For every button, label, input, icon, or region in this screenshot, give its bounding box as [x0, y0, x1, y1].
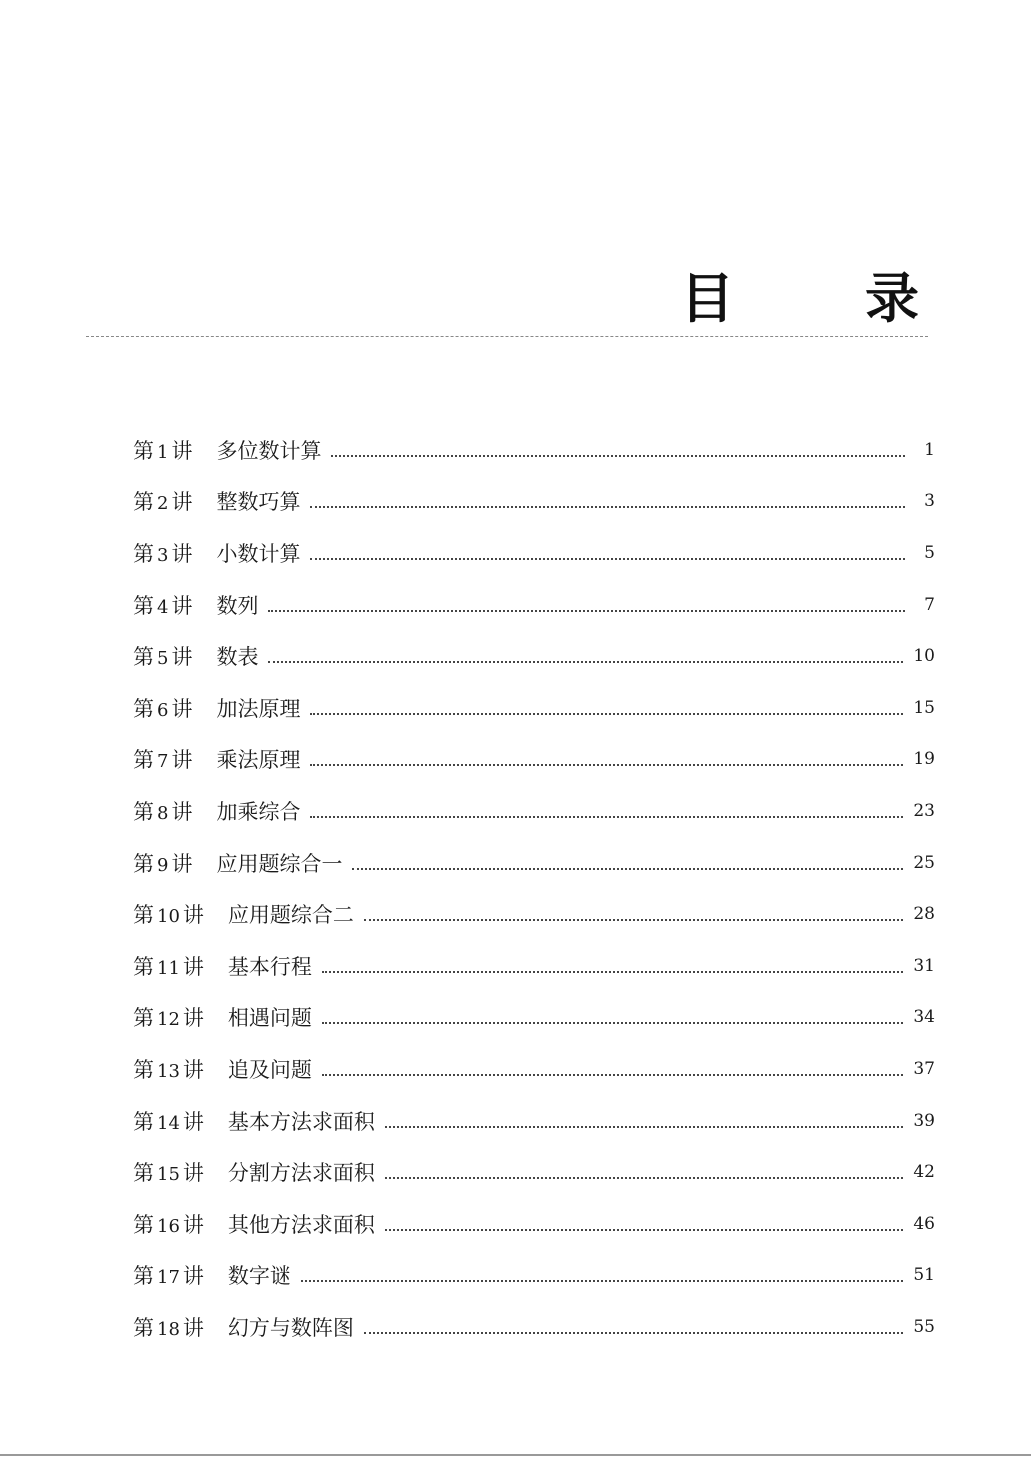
lecture-suffix: 讲: [182, 1161, 204, 1186]
page-number: 23: [913, 800, 935, 821]
lecture-number: 2: [157, 493, 169, 515]
dot-leader: [322, 1022, 903, 1024]
lecture-label: [133, 435, 192, 465]
lecture-label: [133, 1106, 204, 1136]
page-bottom-edge: [0, 1454, 1031, 1456]
lecture-prefix: 第: [133, 541, 154, 566]
page-number: 1: [924, 439, 935, 460]
toc-entry[interactable]: [133, 527, 935, 579]
lecture-suffix: 讲: [182, 1264, 204, 1289]
lecture-number: 3: [157, 544, 169, 566]
lecture-number: 8: [157, 802, 169, 824]
toc-entry[interactable]: [133, 1301, 935, 1353]
toc-entry[interactable]: [133, 476, 935, 528]
lecture-prefix: 第: [133, 1109, 154, 1134]
lecture-label: [133, 641, 192, 671]
lecture-suffix: 讲: [171, 541, 193, 566]
lecture-prefix: 第: [133, 851, 154, 876]
dot-leader: [364, 919, 903, 921]
lecture-topic: 应用题综合二: [227, 903, 354, 928]
page-title: 目 录: [680, 267, 975, 330]
lecture-prefix: 第: [133, 645, 154, 670]
lecture-prefix: 第: [133, 954, 154, 979]
lecture-suffix: 讲: [182, 954, 204, 979]
lecture-suffix: 讲: [171, 438, 193, 463]
toc-entry[interactable]: [133, 630, 935, 682]
page-number: 15: [913, 697, 935, 718]
lecture-prefix: 第: [133, 748, 154, 773]
toc-entry[interactable]: [133, 1043, 935, 1095]
lecture-suffix: 讲: [182, 903, 204, 928]
page-number: 37: [913, 1058, 935, 1079]
lecture-number: 9: [157, 854, 169, 876]
page-number: 55: [913, 1316, 935, 1337]
page-number: 39: [913, 1110, 935, 1131]
lecture-topic: 分割方法求面积: [227, 1161, 375, 1186]
lecture-label: [133, 848, 192, 878]
lecture-number: 12: [157, 1009, 180, 1031]
lecture-label: [133, 1054, 204, 1084]
lecture-prefix: 第: [133, 1057, 154, 1082]
lecture-topic: 整数巧算: [216, 490, 301, 515]
page-number: 46: [913, 1213, 935, 1234]
page-number: 34: [913, 1007, 935, 1028]
lecture-suffix: 讲: [171, 851, 193, 876]
lecture-prefix: 第: [133, 696, 154, 721]
toc-entry[interactable]: [133, 1095, 935, 1147]
page-number: 42: [913, 1162, 935, 1183]
lecture-prefix: 第: [133, 1161, 154, 1186]
lecture-label: [133, 899, 204, 929]
lecture-prefix: 第: [133, 1006, 154, 1031]
lecture-suffix: 讲: [182, 1109, 204, 1134]
lecture-prefix: 第: [133, 593, 154, 618]
lecture-topic: 应用题综合一: [216, 851, 343, 876]
lecture-number: 4: [157, 596, 169, 618]
lecture-topic: 其他方法求面积: [227, 1212, 375, 1237]
lecture-label: [133, 486, 192, 516]
toc-entry[interactable]: [133, 1250, 935, 1302]
page-number: 3: [924, 491, 935, 512]
lecture-suffix: 讲: [182, 1212, 204, 1237]
lecture-label: [133, 693, 192, 723]
lecture-number: 6: [157, 699, 169, 721]
dot-leader: [385, 1229, 903, 1231]
lecture-number: 10: [157, 906, 180, 928]
dot-leader: [385, 1126, 903, 1128]
lecture-topic: 乘法原理: [216, 748, 301, 773]
lecture-topic: 幻方与数阵图: [227, 1315, 354, 1340]
toc-entry[interactable]: [133, 424, 935, 476]
page-number: 7: [924, 594, 935, 615]
page-number: 31: [913, 955, 935, 976]
dot-leader: [352, 868, 903, 870]
toc-entry[interactable]: [133, 888, 935, 940]
lecture-topic: 相遇问题: [227, 1006, 312, 1031]
lecture-topic: 基本方法求面积: [227, 1109, 375, 1134]
toc-entry[interactable]: [133, 785, 935, 837]
lecture-topic: 加法原理: [216, 696, 301, 721]
lecture-label: [133, 538, 192, 568]
title-divider: [86, 336, 928, 337]
dot-leader: [364, 1332, 903, 1334]
lecture-topic: 多位数计算: [216, 438, 322, 463]
page-number: 19: [913, 749, 935, 770]
dot-leader: [301, 1280, 903, 1282]
lecture-suffix: 讲: [171, 748, 193, 773]
toc-entry[interactable]: [133, 1146, 935, 1198]
lecture-prefix: 第: [133, 903, 154, 928]
lecture-number: 14: [157, 1112, 180, 1134]
lecture-label: [133, 951, 204, 981]
dot-leader: [331, 455, 905, 457]
lecture-number: 18: [157, 1318, 180, 1340]
page-number: 5: [924, 542, 935, 563]
lecture-number: 1: [157, 441, 169, 463]
dot-leader: [310, 506, 905, 508]
lecture-suffix: 讲: [182, 1057, 204, 1082]
dot-leader: [310, 764, 903, 766]
lecture-topic: 数字谜: [227, 1264, 291, 1289]
lecture-prefix: 第: [133, 1315, 154, 1340]
lecture-suffix: 讲: [171, 645, 193, 670]
lecture-suffix: 讲: [171, 799, 193, 824]
lecture-label: [133, 744, 192, 774]
toc-entry[interactable]: [133, 682, 935, 734]
lecture-topic: 数列: [216, 593, 259, 618]
toc-entry[interactable]: [133, 734, 935, 786]
lecture-topic: 基本行程: [227, 954, 312, 979]
lecture-label: [133, 796, 192, 826]
lecture-label: [133, 1312, 204, 1342]
lecture-topic: 数表: [216, 645, 259, 670]
toc-entry[interactable]: [133, 837, 935, 889]
dot-leader: [322, 1074, 903, 1076]
lecture-suffix: 讲: [171, 490, 193, 515]
lecture-number: 13: [157, 1060, 180, 1082]
lecture-prefix: 第: [133, 1264, 154, 1289]
page-number: 28: [913, 904, 935, 925]
toc-entry[interactable]: [133, 1198, 935, 1250]
dot-leader: [268, 610, 905, 612]
page-number: 25: [913, 852, 935, 873]
lecture-topic: 小数计算: [216, 541, 301, 566]
lecture-suffix: 讲: [182, 1315, 204, 1340]
dot-leader: [322, 971, 903, 973]
toc-entry[interactable]: [133, 940, 935, 992]
lecture-prefix: 第: [133, 438, 154, 463]
page-number: 10: [913, 646, 935, 667]
lecture-number: 7: [157, 751, 169, 773]
lecture-label: [133, 590, 192, 620]
lecture-number: 11: [157, 957, 180, 979]
lecture-topic: 追及问题: [227, 1057, 312, 1082]
dot-leader: [310, 816, 903, 818]
lecture-number: 15: [157, 1164, 180, 1186]
table-of-contents: [133, 424, 935, 1353]
lecture-number: 16: [157, 1215, 180, 1237]
dot-leader: [268, 661, 903, 663]
toc-entry[interactable]: [133, 992, 935, 1044]
lecture-number: 5: [157, 648, 169, 670]
lecture-number: 17: [157, 1267, 180, 1289]
lecture-label: [133, 1209, 204, 1239]
lecture-label: [133, 1002, 204, 1032]
toc-entry[interactable]: [133, 579, 935, 631]
page-number: 51: [913, 1265, 935, 1286]
dot-leader: [310, 558, 905, 560]
lecture-label: [133, 1157, 204, 1187]
dot-leader: [385, 1177, 903, 1179]
lecture-topic: 加乘综合: [216, 799, 301, 824]
dot-leader: [310, 713, 903, 715]
lecture-suffix: 讲: [171, 696, 193, 721]
lecture-prefix: 第: [133, 490, 154, 515]
lecture-suffix: 讲: [171, 593, 193, 618]
lecture-prefix: 第: [133, 1212, 154, 1237]
lecture-prefix: 第: [133, 799, 154, 824]
lecture-label: [133, 1260, 204, 1290]
lecture-suffix: 讲: [182, 1006, 204, 1031]
